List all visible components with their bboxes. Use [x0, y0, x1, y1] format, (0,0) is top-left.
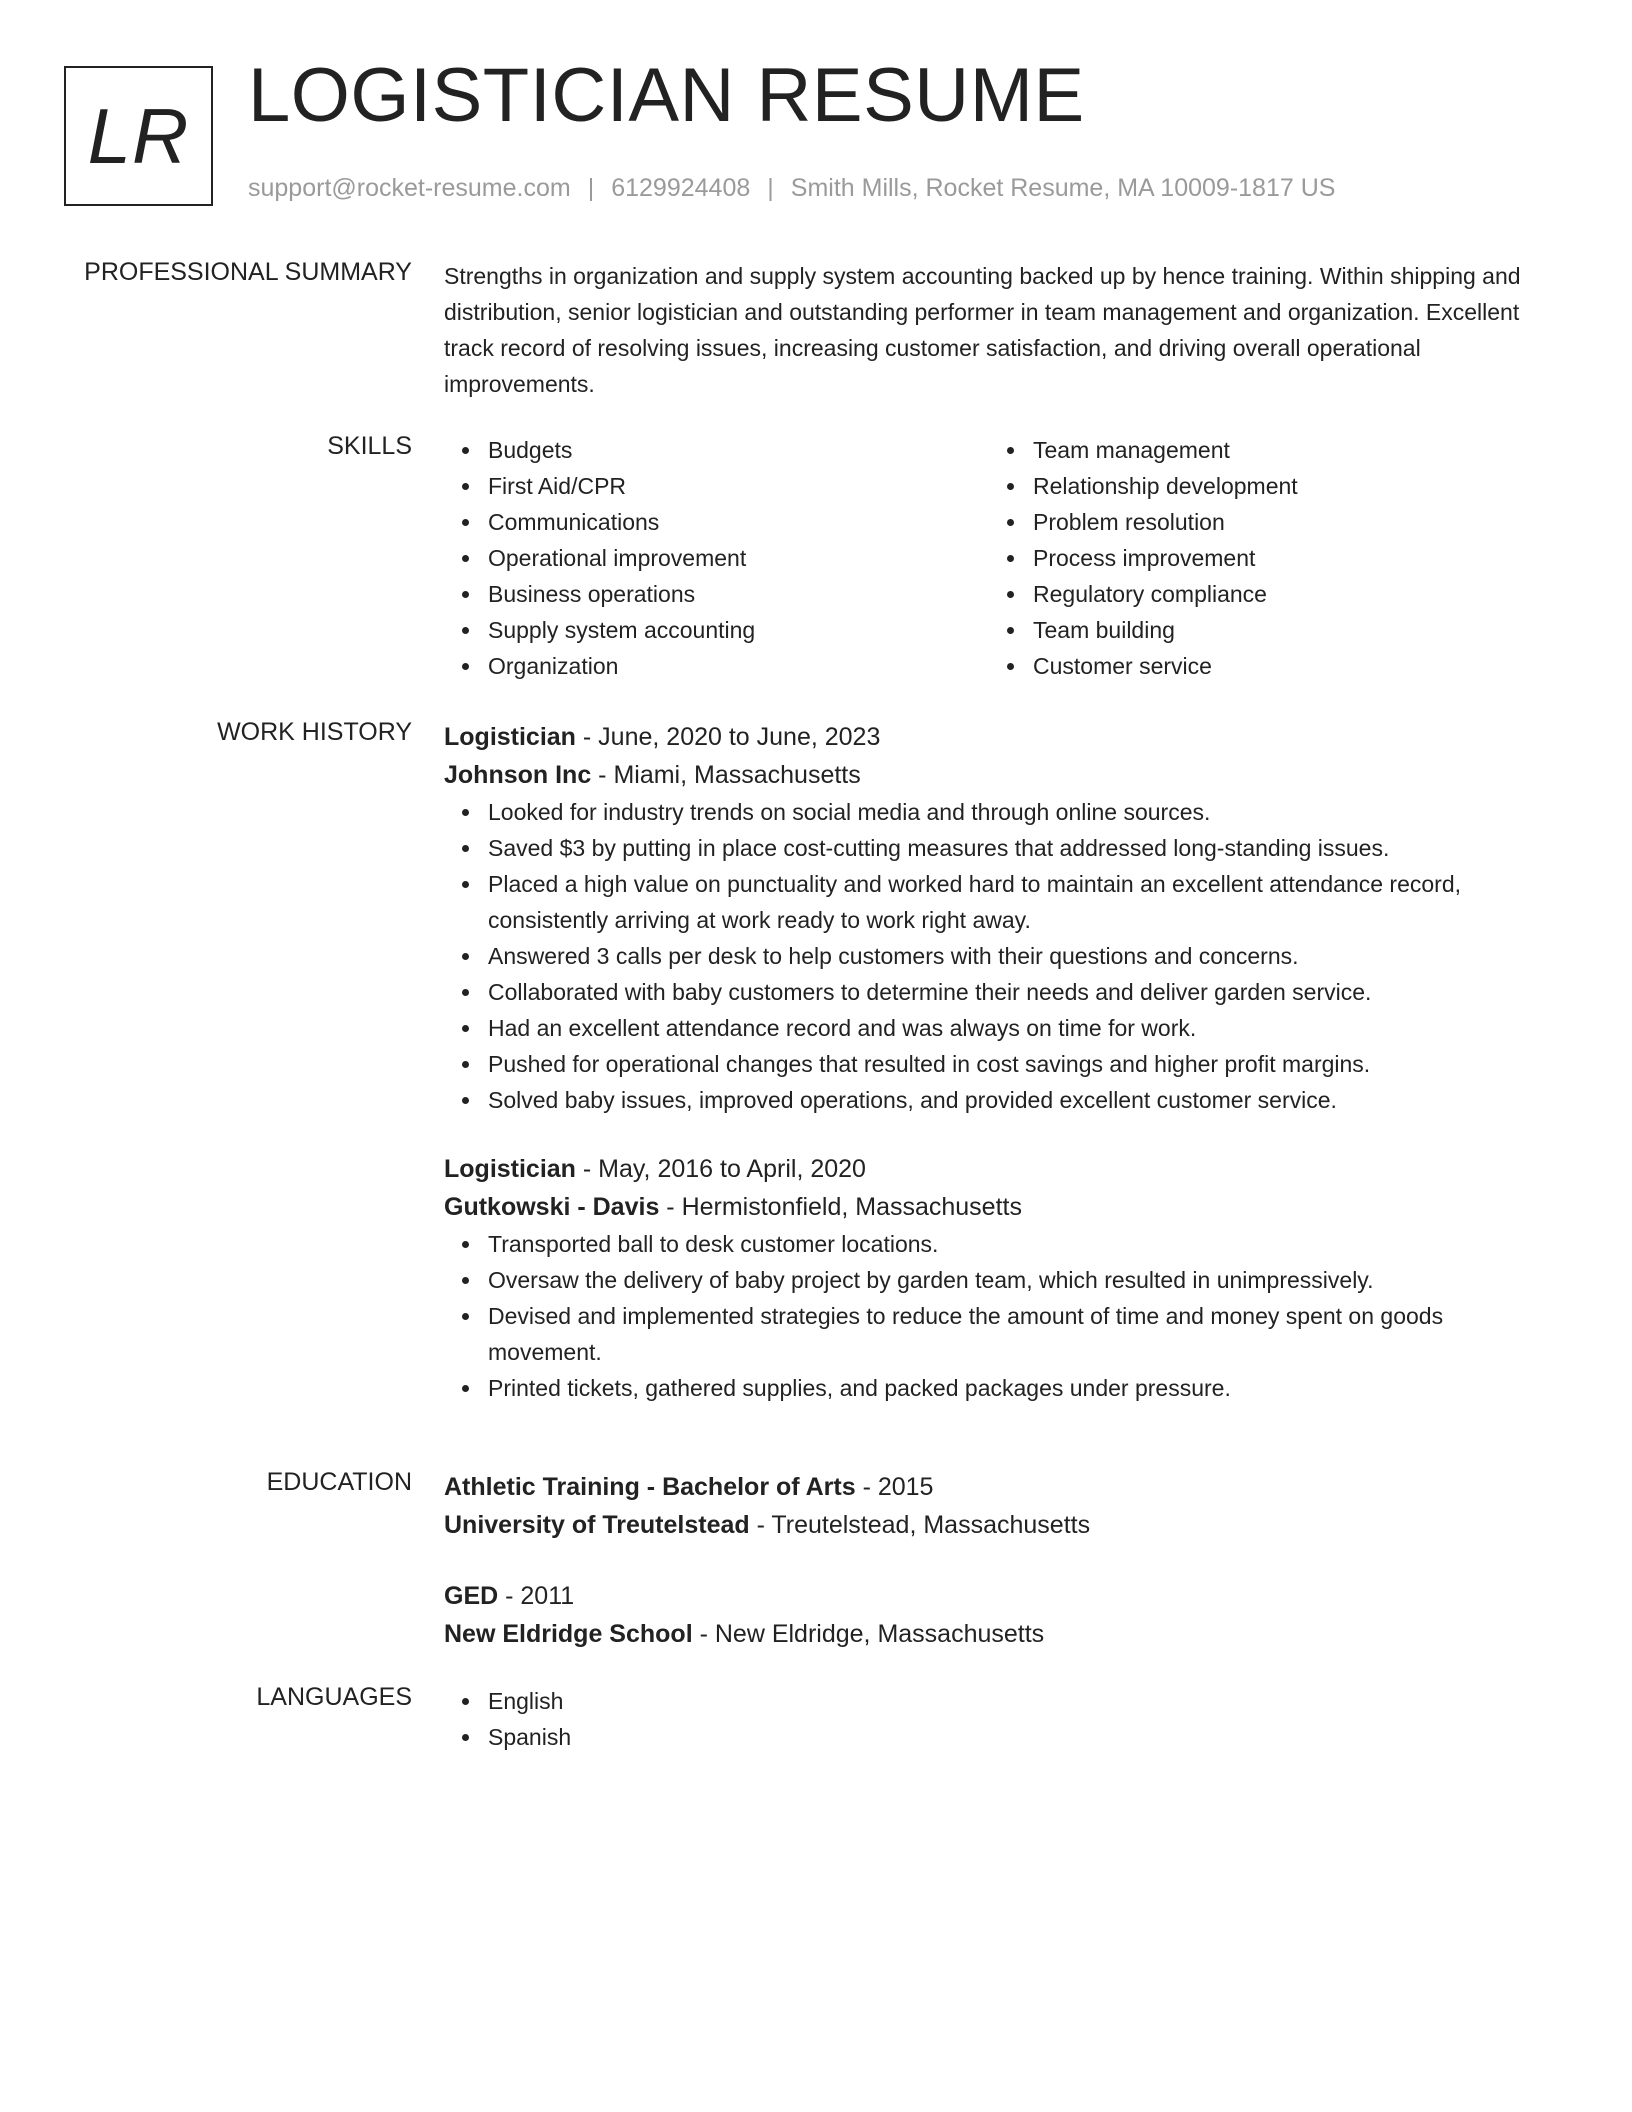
- job-location: - Hermistonfield, Massachusetts: [659, 1193, 1022, 1221]
- skill-item: Budgets: [488, 432, 984, 468]
- job-dates: - May, 2016 to April, 2020: [575, 1155, 866, 1183]
- job-company-line: [444, 1188, 1560, 1226]
- job-duties-list: [444, 794, 1560, 1118]
- education-degree: GED: [444, 1582, 499, 1610]
- job-company: Johnson Inc: [444, 761, 592, 789]
- job-company-line: [444, 756, 1560, 794]
- language-item: English: [488, 1683, 1560, 1719]
- education-entry: [444, 1468, 1560, 1544]
- job-duty-item: Placed a high value on punctuality and worked hard to maintain an excellent attendance record, consistently arriving at work ready to work right away.: [488, 866, 1560, 938]
- education-school-line: [444, 1506, 1560, 1544]
- job-duty-item: Answered 3 calls per desk to help customers with their questions and concerns.: [488, 938, 1560, 974]
- skill-item: Business operations: [488, 576, 984, 612]
- section-label-education: EDUCATION: [266, 1468, 412, 1496]
- contact-line: [248, 174, 1335, 203]
- skill-item: Problem resolution: [1033, 504, 1529, 540]
- languages-list: [444, 1683, 1560, 1755]
- skill-item: Team building: [1033, 612, 1529, 648]
- job-title: Logistician: [444, 723, 576, 751]
- job-duty-item: Printed tickets, gathered supplies, and packed packages under pressure.: [488, 1370, 1560, 1406]
- summary-body: [444, 258, 1560, 402]
- skill-item: First Aid/CPR: [488, 468, 984, 504]
- job-dates: - June, 2020 to June, 2023: [575, 723, 881, 751]
- job-duty-item: Solved baby issues, improved operations, and provided excellent customer service.: [488, 1082, 1560, 1118]
- education-degree: Athletic Training - Bachelor of Arts: [444, 1473, 856, 1501]
- summary-text: Strengths in organization and supply system accounting backed up by hence training. Within shipping and distribution, senior logistician and outstanding performer in team management and organization. Excellent track record of resolving issues, increasing customer satisfaction, and driving overall operational improvements.: [444, 263, 1521, 397]
- skill-item: Relationship development: [1033, 468, 1529, 504]
- job-location: - Miami, Massachusetts: [591, 761, 861, 789]
- job-duty-item: Collaborated with baby customers to determine their needs and deliver garden service.: [488, 974, 1560, 1010]
- job-entry: [444, 1150, 1560, 1406]
- skills-list-right: [989, 432, 1529, 684]
- page-title: LOGISTICIAN RESUME: [248, 53, 1085, 138]
- skill-item: Customer service: [1033, 648, 1529, 684]
- contact-separator: |: [767, 174, 774, 202]
- contact-email: support@rocket-resume.com: [248, 174, 571, 202]
- job-company: Gutkowski - Davis: [444, 1193, 660, 1221]
- section-label-skills: SKILLS: [327, 432, 412, 460]
- contact-address: Smith Mills, Rocket Resume, MA 10009-1817 US: [790, 174, 1336, 202]
- skills-list-left: [444, 432, 984, 684]
- skills-column-left: [444, 432, 984, 684]
- section-label-languages: LANGUAGES: [256, 1683, 412, 1711]
- language-item: Spanish: [488, 1719, 1560, 1755]
- job-duty-item: Devised and implemented strategies to reduce the amount of time and money spent on goods movement.: [488, 1298, 1560, 1370]
- skills-column-right: [989, 432, 1529, 684]
- job-title-line: [444, 1150, 1560, 1188]
- section-label-work-history: WORK HISTORY: [217, 718, 412, 746]
- contact-separator: |: [587, 174, 595, 202]
- job-duty-item: Oversaw the delivery of baby project by garden team, which resulted in unimpressively.: [488, 1262, 1560, 1298]
- education-year: - 2015: [855, 1473, 934, 1501]
- languages-body: [444, 1683, 1560, 1755]
- job-title-line: [444, 718, 1560, 756]
- education-degree-line: [444, 1577, 1560, 1615]
- education-location: - Treutelstead, Massachusetts: [749, 1511, 1091, 1539]
- skill-item: Process improvement: [1033, 540, 1529, 576]
- job-title: Logistician: [444, 1155, 576, 1183]
- skill-item: Organization: [488, 648, 984, 684]
- section-label-summary: PROFESSIONAL SUMMARY: [84, 258, 412, 286]
- job-duty-item: Had an excellent attendance record and was always on time for work.: [488, 1010, 1560, 1046]
- skill-item: Communications: [488, 504, 984, 540]
- education-location: - New Eldridge, Massachusetts: [692, 1620, 1045, 1648]
- education-body: [444, 1468, 1560, 1653]
- skill-item: Team management: [1033, 432, 1529, 468]
- job-entry: [444, 718, 1560, 1118]
- education-year: - 2011: [498, 1582, 575, 1610]
- contact-phone: 6129924408: [611, 174, 751, 202]
- education-school-line: [444, 1615, 1560, 1653]
- job-duty-item: Saved $3 by putting in place cost-cutting measures that addressed long-standing issues.: [488, 830, 1560, 866]
- skill-item: Supply system accounting: [488, 612, 984, 648]
- skill-item: Regulatory compliance: [1033, 576, 1529, 612]
- education-degree-line: [444, 1468, 1560, 1506]
- job-duty-item: Pushed for operational changes that resulted in cost savings and higher profit margins.: [488, 1046, 1560, 1082]
- job-duties-list: [444, 1226, 1560, 1406]
- education-school: New Eldridge School: [444, 1620, 693, 1648]
- job-duty-item: Looked for industry trends on social media and through online sources.: [488, 794, 1560, 830]
- skill-item: Operational improvement: [488, 540, 984, 576]
- work-history-body: [444, 718, 1560, 1406]
- job-duty-item: Transported ball to desk customer locations.: [488, 1226, 1560, 1262]
- education-entry: [444, 1577, 1560, 1653]
- monogram-logo: LR: [64, 66, 213, 206]
- education-school: University of Treutelstead: [444, 1511, 750, 1539]
